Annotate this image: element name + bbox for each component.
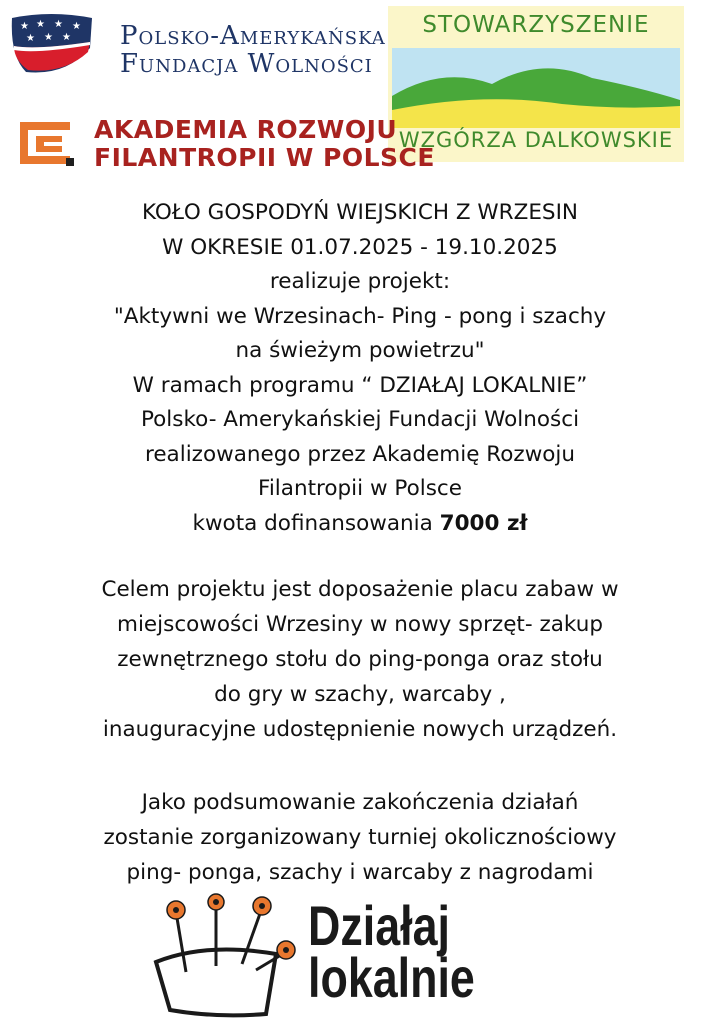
svg-text:★: ★ [62, 32, 71, 43]
flower-basket-icon [146, 892, 306, 1018]
summary-block [0, 785, 720, 890]
stowarzyszenie-title: STOWARZYSZENIE [422, 12, 650, 38]
pafw-logo-text [120, 22, 386, 78]
intro-organization: KOŁO GOSPODYŃ WIEJSKICH Z WRZESIN [141, 200, 578, 225]
intro-period: W OKRESIE 01.07.2025 - 19.10.2025 [162, 234, 558, 260]
goal-line-3: zewnętrznego stołu do ping-ponga oraz stołu [117, 647, 603, 672]
funding-label: kwota dofinansowania [192, 510, 440, 536]
pafw-flag-icon [6, 12, 96, 76]
hills-icon [392, 48, 680, 128]
svg-text:★: ★ [54, 19, 63, 30]
svg-text:★: ★ [72, 21, 81, 32]
dzialaj-line1: Działaj [308, 894, 450, 957]
intro-project-title-1: "Aktywni we Wrzesinach- Ping - pong i szachy [113, 303, 607, 329]
intro-project-title-2: na świeżym powietrzu" [235, 338, 485, 363]
goal-line-5: inauguracyjne udostępnienie nowych urządzeń. [102, 717, 618, 742]
arfp-logo-icon [16, 118, 76, 168]
goal-block [0, 572, 720, 747]
arfp-line2: FILANTROPII W POLSCE [94, 143, 435, 172]
svg-text:★: ★ [36, 19, 45, 30]
arfp-logo-text [94, 116, 435, 172]
goal-line-1: Celem projektu jest doposażenie placu zabaw w [101, 577, 619, 602]
svg-text:★: ★ [20, 21, 29, 32]
pafw-line2: Fundacja Wolności [120, 49, 373, 79]
svg-text:★: ★ [44, 32, 53, 43]
goal-line-4: do gry w szachy, warcaby , [214, 682, 506, 707]
goal-line-2: miejscowości Wrzesiny w nowy sprzęt- zakup [117, 612, 603, 637]
intro-funding [0, 507, 720, 542]
summary-line-2: zostanie zorganizowany turniej okolicznościowy [103, 825, 617, 850]
stowarzyszenie-subtitle: WZGÓRZA DALKOWSKIE [398, 128, 674, 152]
intro-block [0, 196, 720, 541]
intro-academy: Filantropii w Polsce [258, 476, 462, 501]
intro-program: W ramach programu “ DZIAŁAJ LOKALNIE” [132, 372, 588, 398]
pafw-line1: Polsko-Amerykańska [120, 21, 386, 51]
intro-implemented-by: realizowanego przez Akademię Rozwoju [144, 441, 576, 467]
intro-realizes: realizuje projekt: [269, 269, 451, 294]
dzialaj-line2: lokalnie [308, 946, 475, 1009]
funding-amount: 7000 zł [439, 510, 528, 536]
summary-line-3: ping- ponga, szachy i warcaby z nagrodami [126, 860, 594, 885]
arfp-line1: AKADEMIA ROZWOJU [94, 115, 398, 144]
svg-text:★: ★ [26, 33, 35, 44]
dzialaj-lokalnie-logo-text [308, 894, 475, 1009]
intro-foundation: Polsko- Amerykańskiej Fundacji Wolności [140, 407, 580, 432]
summary-line-1: Jako podsumowanie zakończenia działań [141, 790, 579, 815]
